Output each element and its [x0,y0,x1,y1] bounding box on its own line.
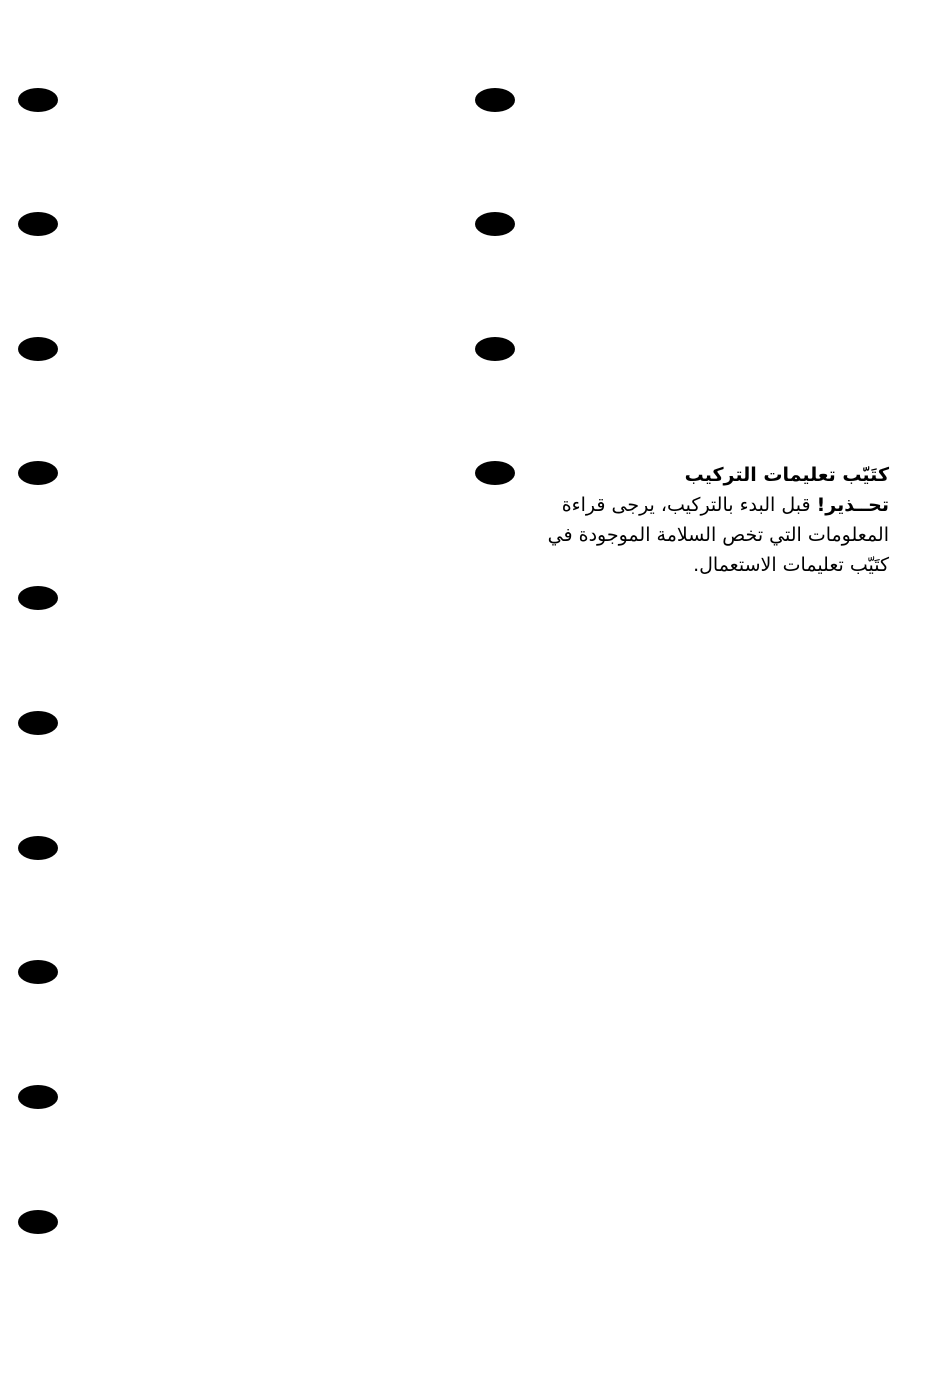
language-marker-left-7 [18,836,58,860]
language-marker-left-5 [18,586,58,610]
language-marker-right-3 [475,337,515,361]
language-marker-left-9 [18,1085,58,1109]
warning-text: قبل البدء بالتركيب، يرجى قراءة [561,494,817,516]
section-title: كتَيّب تعليمات التركيب [684,464,889,486]
warning-label: تحــذير! [816,494,889,516]
language-marker-left-6 [18,711,58,735]
language-marker-left-1 [18,88,58,112]
language-marker-right-2 [475,212,515,236]
arabic-instruction-block [469,460,889,580]
language-marker-left-8 [18,960,58,984]
warning-line-2: المعلومات التي تخص السلامة الموجودة في [547,524,889,546]
language-marker-left-3 [18,337,58,361]
language-marker-right-1 [475,88,515,112]
warning-line [469,490,889,520]
language-marker-left-4 [18,461,58,485]
language-marker-left-2 [18,212,58,236]
warning-line-3: كتَيّب تعليمات الاستعمال. [693,554,889,576]
language-marker-left-10 [18,1210,58,1234]
